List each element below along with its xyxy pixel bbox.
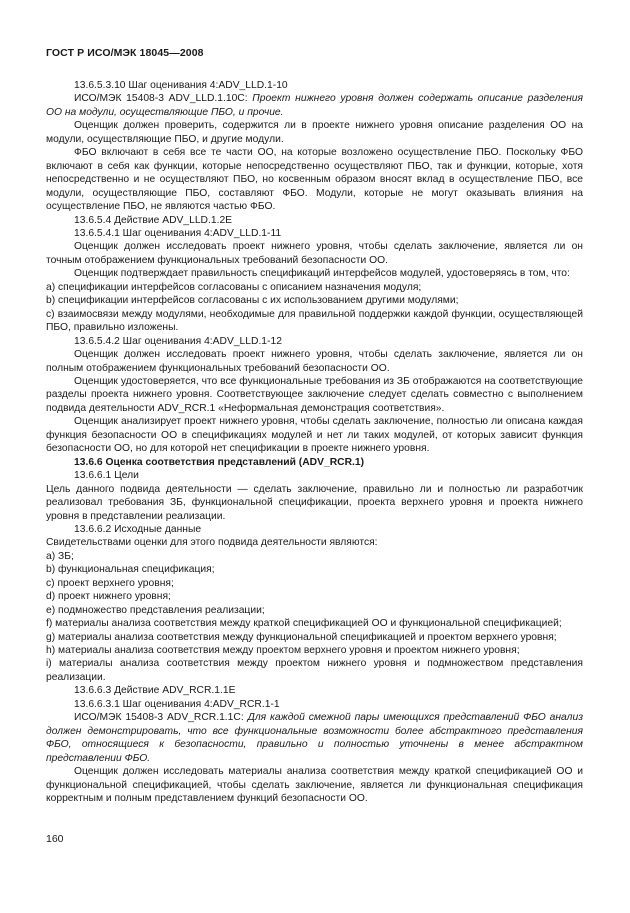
paragraph: Оценщик должен исследовать проект нижнего уровня, чтобы сделать заключение, является ли он точным отображением функциональных требований безопасности ОО. (46, 241, 583, 266)
list-item: i) материалы анализа соответствия между проектом нижнего уровня и подмножеством представления реализации. (46, 658, 583, 683)
list-item: h) материалы анализа соответствия между проектом верхнего уровня и проектом нижнего уровня; (46, 645, 520, 657)
requirement-text: Проект нижнего уровня должен содержать описание разделения ОО на модули, осуществляющие ПБО, и прочие. (46, 93, 583, 118)
paragraph: Цель данного подвида деятельности — сделать заключение, правильно ли и полностью ли разработчик реализовал требования ЗБ, функциональной спецификации, проекта верхнего уровня и проекта нижнего уровня в представлении реализации. (46, 483, 583, 522)
paragraph: Оценщик должен исследовать проект нижнего уровня, чтобы сделать заключение, является ли он полным отображением функциональных требований безопасности ОО. (46, 349, 583, 374)
paragraph: Оценщик анализирует проект нижнего уровня, чтобы сделать заключение, полностью ли описана каждая функция безопасности ОО в спецификациях модулей и нет ли таких модулей, от которых зависит функция безопасности ОО, но для которой нет спецификации в проекте нижнего уровня. (46, 416, 583, 455)
list-item: a) ЗБ; (46, 550, 74, 562)
paragraph: Оценщик подтверждает правильность спецификаций интерфейсов модулей, удостоверяясь в том, что: (74, 268, 570, 280)
list-item: g) материалы анализа соответствия между функциональной спецификацией и проектом верхнего уровня; (46, 631, 557, 643)
list-item: b) функциональная спецификация; (46, 564, 215, 576)
paragraph (46, 92, 583, 119)
paragraph: 13.6.5.3.10 Шаг оценивания 4:ADV_LLD.1-10 (74, 80, 288, 91)
paragraph (46, 711, 583, 765)
list-item: c) проект верхнего уровня; (46, 577, 174, 589)
document-body (46, 79, 583, 805)
paragraph: 13.6.5.4.2 Шаг оценивания 4:ADV_LLD.1-12 (74, 335, 282, 347)
requirement-ref: ИСО/МЭК 15408-3 ADV_RCR.1.1С: (74, 712, 248, 724)
list-item: d) проект нижнего уровня; (46, 591, 171, 603)
paragraph: Оценщик должен проверить, содержится ли в проекте нижнего уровня описание разделения ОО на модули, осуществляющие ПБО, и другие модули. (46, 120, 583, 145)
paragraph: 13.6.5.4 Действие ADV_LLD.1.2E (74, 214, 233, 226)
section-heading: 13.6.6 Оценка соответствия представлений (ADV_RCR.1) (74, 456, 365, 468)
paragraph: 13.6.6.3 Действие ADV_RCR.1.1E (74, 685, 236, 697)
document-header: ГОСТ Р ИСО/МЭК 18045—2008 (46, 47, 204, 59)
paragraph: 13.6.6.1 Цели (74, 470, 139, 482)
paragraph: Оценщик должен исследовать материалы анализа соответствия между краткой спецификацией ОО и функциональной спецификацией, чтобы сделать заключение, является ли функциональная спецификация корректным и полным представлением функций безопасности ОО. (46, 766, 583, 805)
list-item: f) материалы анализа соответствия между краткой спецификацией ОО и функциональной спецификацией; (46, 618, 562, 630)
requirement-text: Для каждой смежной пары имеющихся представлений ФБО анализ должен демонстрировать, что все функциональные возможности более абстрактного представления ФБО, относящиеся к безопасности, правильно и полностью уточнены в менее абстрактном представлении ФБО. (46, 712, 583, 764)
paragraph: 13.6.6.3.1 Шаг оценивания 4:ADV_RCR.1-1 (74, 698, 280, 710)
paragraph: 13.6.5.4.1 Шаг оценивания 4:ADV_LLD.1-11 (74, 227, 282, 239)
page-number: 160 (46, 833, 64, 845)
list-item: b) спецификации интерфейсов согласованы с их использованием другими модулями; (46, 295, 459, 307)
paragraph: 13.6.6.2 Исходные данные (74, 523, 202, 535)
paragraph: ФБО включают в себя все те части ОО, на которые возложено осуществление ПБО. Поскольку ФБО включают в себя как функции, которые непосредственно осуществляют ПБО, так и функции, которые, хотя непосредственно и не осуществляют ПБО, но косвенным образом вносят вклад в осуществление ПБО, все модули, осуществляющие ПБО, составляют ФБО. Модули, которые не могут оказывать влияния на осуществление ПБО, не являются частью ФБО. (46, 147, 583, 213)
paragraph: Свидетельствами оценки для этого подвида деятельности являются: (46, 537, 378, 549)
requirement-ref: ИСО/МЭК 15408-3 ADV_LLD.1.10С: (74, 93, 253, 105)
list-item: a) спецификации интерфейсов согласованы с описанием назначения модуля; (46, 281, 422, 293)
list-item: c) взаимосвязи между модулями, необходимые для правильной поддержки каждой функции, осуществляющей ПБО, правильно изложены. (46, 308, 583, 334)
list-item: e) подмножество представления реализации; (46, 604, 265, 616)
paragraph: Оценщик удостоверяется, что все функциональные требования из ЗБ отображаются на соответствующие разделы проекта нижнего уровня. Соответствующее заключение следует сделать совместно с выполнением подвида деятельности ADV_RCR.1 «Неформальная демонстрация соответствия». (46, 375, 583, 414)
